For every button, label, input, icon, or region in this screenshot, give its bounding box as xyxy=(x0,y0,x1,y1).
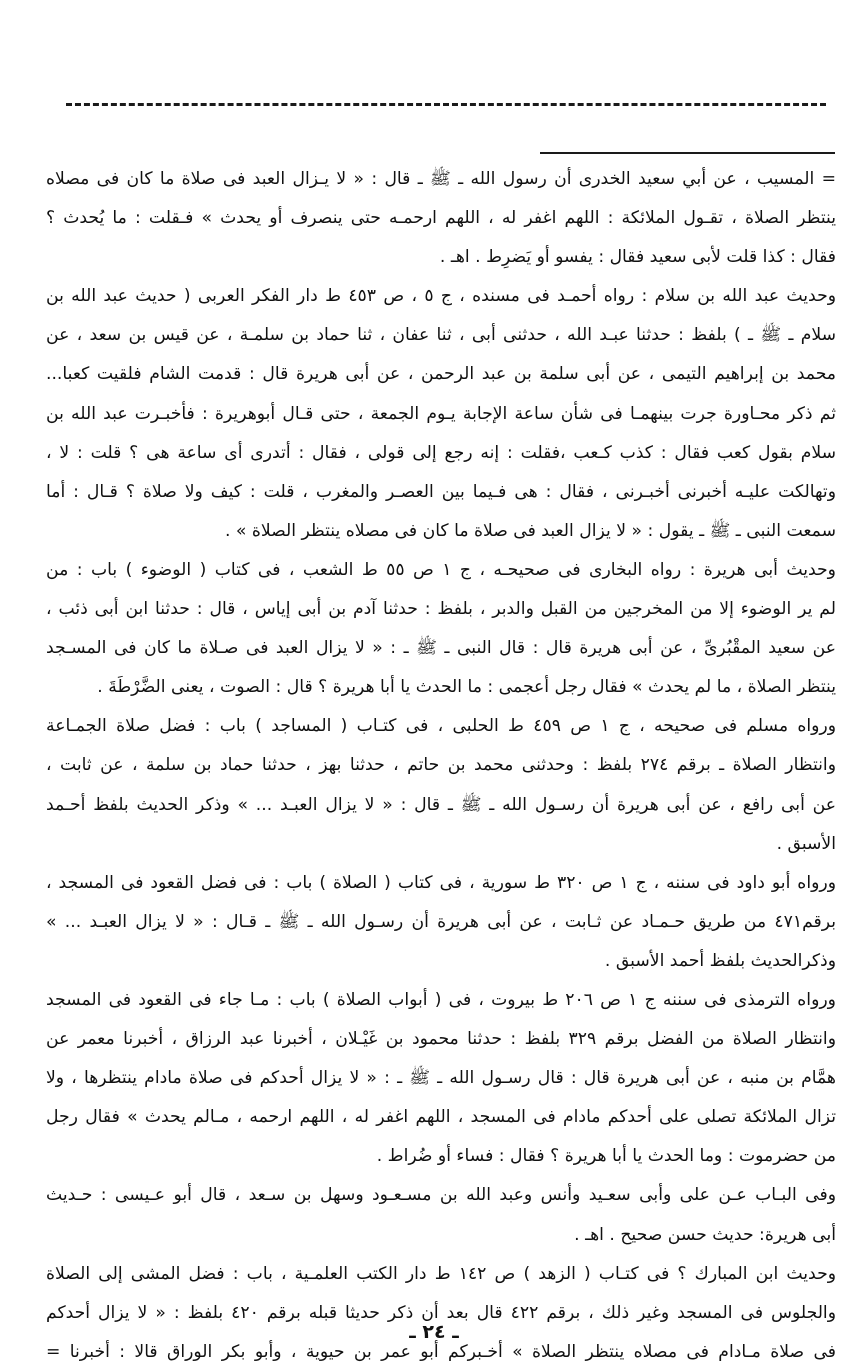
text-line: محمد بن إبراهيم التيمى ، عن أبى سلمة بن عبد الرحمن ، عن أبى هريرة قال : قدمت الشام فلقيت كعبا... xyxy=(46,364,836,385)
page-number: ـ ٢٤ ـ xyxy=(409,1321,459,1343)
text-line: ورواه أبو داود فى سننه ، ج ١ ص ٣٢٠ ط سورية ، فى كتاب ( الصلاة ) باب : فى فضل القعود فى المسجد ، xyxy=(46,872,836,893)
text-line: وذكرالحديث بلفظ أحمد الأسبق . xyxy=(604,950,836,971)
text-line: سلام بقول كعب فقال : كذب كـعب ،فقلت : إنه رجع إلى قولى ، فقال : أتدرى أى ساعة هى ؟ قلت : لا ، xyxy=(46,442,836,463)
text-line: عن أبى رافع ، عن أبى هريرة أن رسـول الله ـ ﷺ ـ قال : « لا يزال العبـد ... » وذكر الحديث بلفظ أحـمد xyxy=(46,794,836,815)
text-line: همَّام بن منبه ، عن أبى هريرة قال : قال رسـول الله ـ ﷺ ـ : « لا يزال أحدكم فى صلاة مادام ينتظرها ، ولا xyxy=(46,1068,836,1089)
text-line: سمعت النبى ـ ﷺ ـ يقول : « لا يزال العبد فى صلاة ما كان فى مصلاه ينتظر الصلاة » . xyxy=(224,520,836,541)
footnote-text-body xyxy=(46,160,836,1372)
text-line: وانتظار الصلاة ـ برقم ٢٧٤ بلفظ : وحدثنى محمد بن حاتم ، حدثنا بهز ، حدثنا حماد بن سلمة ، عن ثابت ، xyxy=(46,755,836,776)
text-line: وفى البـاب عـن على وأبى سعـيد وأنس وعبد الله بن مسـعـود وسهل بن سـعد ، قال أبو عـيسى : حـديث xyxy=(46,1185,836,1206)
text-line: سلام ـ ﷺ ـ ) بلفظ : حدثنا عبـد الله ، حدثنى أبى ، ثنا عفان ، ثنا حماد بن سلمـة ، عن قيس بن سعد ، عن xyxy=(46,325,836,346)
text-line: برقم٤٧١ من طريق حـمـاد عن ثـابت ، عن أبى هريرة أن رسـول الله ـ ﷺ ـ قـال : « لا يزال العبـد ... » xyxy=(46,911,836,932)
text-line: ينتظر الصلاة ، ما لم يحدث » فقال رجل أعجمى : ما الحدث يا أبا هريرة ؟ قال : الصوت ، يعنى الضَّرْطَةَ . xyxy=(97,677,836,698)
text-line: عن سعيد المقْبُرىِّ ، عن أبى هريرة قال : قال النبى ـ ﷺ ـ : « لا يزال العبد فى صـلاة ما كان فى المسـجد xyxy=(46,638,836,659)
header-dashed-rule xyxy=(66,103,826,106)
text-line: ورواه الترمذى فى سننه ج ١ ص ٢٠٦ ط بيروت ، فى ( أبواب الصلاة ) باب : مـا جاء فى القعود فى المسجد xyxy=(46,989,836,1010)
text-line: والجلوس فى المسجد وغير ذلك ، برقم ٤٢٢ قال بعد أن ذكر حديثا قبله برقم ٤٢٠ بلفظ : « لا يزال أحدكم xyxy=(46,1302,836,1323)
text-line: وحديث ابن المبارك ؟ فى كتـاب ( الزهد ) ص ١٤٢ ط دار الكتب العلمـية ، باب : فضل المشى إلى الصلاة xyxy=(46,1263,836,1284)
text-line: وتهالكت عليـه أخبرنى أخبـرنى ، فقال : هى فـيما بين العصـر والمغرب ، قلت : كيف ولا صلاة ؟ قـال : أما xyxy=(46,481,836,502)
text-line: الأسبق . xyxy=(776,833,836,854)
footnote-separator-rule xyxy=(540,152,835,154)
text-line: ورواه مسلم فى صحيحه ، ج ١ ص ٤٥٩ ط الحلبى ، فى كتـاب ( المساجد ) باب : فضل صلاة الجمـاعة xyxy=(46,716,836,737)
text-line: ينتظر الصلاة ، تقـول الملائكة : اللهم اغفر له ، اللهم ارحمـه حتى ينصرف أو يحدث » فـقلت : ما يُحدث ؟ xyxy=(46,208,836,229)
text-line: ثم ذكر محـاورة جرت بينهمـا فى شأن ساعة الإجابة يـوم الجمعة ، حتى قـال أبوهريرة : فأخبـرت عبد الله بن xyxy=(46,403,836,424)
text-line: من حضرموت : وما الحدث يا أبا هريرة ؟ فقال : فساء أو ضُراط . xyxy=(376,1146,836,1167)
text-line: تزال الملائكة تصلى على أحدكم مادام فى المسجد ، اللهم اغفر له ، اللهم ارحمه ، مـالم يحدث » فقال رجل xyxy=(46,1107,836,1128)
text-line: أبى هريرة: حديث حسن صحيح . اهـ . xyxy=(574,1224,836,1245)
text-line: لم ير الوضوء إلا من المخرجين من القبل والدبر ، بلفظ : حدثنا آدم بن أبى إياس ، قال : حدثنا ابن أبى ذئب ، xyxy=(46,599,836,620)
text-line: وحديث عبد الله بن سلام : رواه أحمـد فى مسنده ، ج ٥ ، ص ٤٥٣ ط دار الفكر العربى ( حديث عبد الله بن xyxy=(46,286,836,307)
text-line: وانتظار الصلاة من الفضل برقم ٣٢٩ بلفظ : حدثنا محمود بن غَيْـلان ، أخبرنا عبد الرزاق ، أخبرنا معمر عن xyxy=(46,1029,836,1050)
text-line: = المسيب ، عن أبي سعيد الخدرى أن رسول الله ـ ﷺ ـ قال : « لا يـزال العبد فى صلاة ما كان فى مصلاه xyxy=(46,169,836,189)
text-line: وحديث أبى هريرة : رواه البخارى فى صحيحـه ، ج ١ ص ٥٥ ط الشعب ، فى كتاب ( الوضوء ) باب : من xyxy=(46,559,836,580)
text-line: فى صلاة مـادام فى مصلاه ينتظر الصلاة » أخـبركم أبو عمر بن حيوية ، وأبو بكر الوراق قالا : أخبرنا = xyxy=(46,1341,836,1362)
text-line: فقال : كذا قلت لأبى سعيد فقال : يفسو أو يَضرِط . اهـ . xyxy=(439,247,836,268)
